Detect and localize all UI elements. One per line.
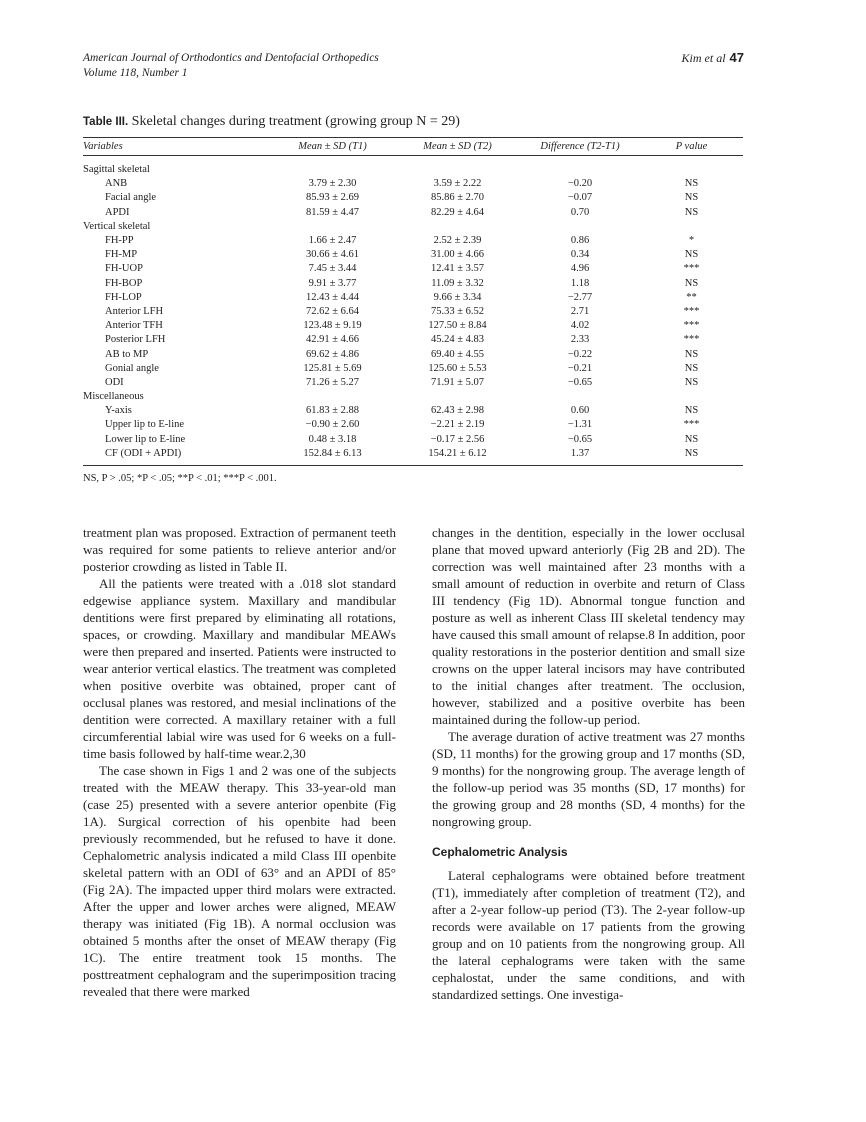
cell-mean-t1: 81.59 ± 4.47	[305, 206, 359, 218]
col-header-t2: Mean ± SD (T2)	[395, 138, 520, 156]
cell-variable: Anterior LFH	[105, 305, 164, 317]
cell-variable: FH-UOP	[105, 263, 143, 275]
cell-mean-t1: 69.62 ± 4.86	[305, 348, 359, 360]
cell-mean-t1: 9.91 ± 3.77	[308, 277, 357, 289]
cell-p-value	[640, 390, 743, 404]
table-row	[83, 333, 743, 347]
cell-mean-t1: 123.48 ± 9.19	[303, 320, 362, 332]
cell-difference: −0.22	[567, 348, 593, 360]
cell-variable: Facial angle	[105, 192, 157, 204]
cell-variable: FH-BOP	[105, 277, 143, 289]
cell-mean-t1	[270, 390, 395, 404]
cell-variable: APDI	[105, 206, 130, 218]
cell-mean-t1: 152.84 ± 6.13	[270, 447, 395, 466]
cell-difference: 4.96	[570, 263, 590, 275]
cell-difference: −0.65	[567, 433, 593, 445]
cell-mean-t2: 75.33 ± 6.52	[430, 305, 484, 317]
cell-variable: Miscellaneous	[83, 391, 144, 403]
table-row	[83, 433, 743, 447]
cell-variable: FH-PP	[105, 235, 134, 247]
cell-mean-t2	[395, 220, 520, 234]
running-head	[682, 50, 744, 66]
table-row	[83, 418, 743, 432]
cell-p-value: NS	[684, 376, 699, 388]
cell-mean-t1	[270, 220, 395, 234]
page-number: 47	[729, 50, 744, 65]
cell-mean-t1: 85.93 ± 2.69	[305, 192, 359, 204]
cell-mean-t2: 85.86 ± 2.70	[430, 192, 484, 204]
cell-difference: 1.37	[520, 447, 640, 466]
cell-mean-t2	[395, 390, 520, 404]
cell-p-value: NS	[684, 192, 699, 204]
table-row	[83, 206, 743, 220]
cell-mean-t2: −2.21 ± 2.19	[430, 419, 485, 431]
journal-volume: Volume 118, Number 1	[83, 67, 188, 79]
table-row	[83, 248, 743, 262]
paragraph: All the patients were treated with a .018 slot standard edgewise appliance system. Maxillary and mandibular dentitions were first prepared by eliminating all rotations, spaces, or crowding. Maxillary and mandibular MEAWs were then prepared and inserted. Patients were instructed to wear anterior vertical elastics. The treatment was completed when positive overbite was obtained, proper cant of occlusal planes was restored, and mesial inclinations of the dentition were corrected. A maxillary retainer with a full circumferential labial wire was used for 6 weeks on a full-time basis followed by half-time wear.2,30	[83, 576, 396, 761]
cell-mean-t1: 3.79 ± 2.30	[308, 178, 357, 190]
cell-p-value: ***	[683, 334, 700, 346]
col-header-difference: Difference (T2-T1)	[520, 138, 640, 156]
cell-variable: Upper lip to E-line	[105, 419, 185, 431]
paragraph: changes in the dentition, especially in the lower occlusal plane that moved upward anteriorly (Fig 2B and 2D). The correction was well maintained after 23 months with a small amount of reduction in overbite and return of Class III tendency (Fig 1D). Abnormal tongue function and posture as well as inherent Class III skeletal tendency may have caused this small amount of relapse.8 In addition, poor quality restorations in the posterior dentition and small size crowns on the upper lateral incisors may have contributed to the initial changes after treatment. The occlusion, however, stabilized and a positive overbite has been maintained during the follow-up period.	[432, 525, 746, 727]
cell-p-value: *	[688, 235, 695, 247]
table-row	[83, 262, 743, 276]
table-row	[83, 277, 743, 291]
cell-difference: 0.60	[570, 405, 590, 417]
cell-variable: CF (ODI + APDI)	[83, 447, 270, 466]
table-row	[83, 447, 743, 466]
table-row	[83, 376, 743, 390]
cell-difference: 4.02	[570, 320, 590, 332]
table-row	[83, 404, 743, 418]
section-heading: Cephalometric Analysis	[432, 845, 568, 859]
col-header-variables: Variables	[83, 138, 270, 156]
cell-p-value: **	[686, 291, 697, 303]
table-row	[83, 319, 743, 333]
cell-p-value: NS	[684, 249, 699, 261]
cell-mean-t2: 62.43 ± 2.98	[430, 405, 484, 417]
body-column-left	[83, 524, 396, 1000]
cell-variable: Posterior LFH	[105, 334, 166, 346]
table-row	[83, 191, 743, 205]
cell-difference: 2.33	[570, 334, 590, 346]
cell-difference	[520, 390, 640, 404]
cell-mean-t1: 0.48 ± 3.18	[308, 433, 357, 445]
cell-mean-t1	[270, 156, 395, 178]
cell-difference: −0.65	[567, 376, 593, 388]
paragraph: The average duration of active treatment was 27 months (SD, 11 months) for the growing group and 17 months (SD, 9 months) for the nongrowing group. The average length of the follow-up period was 35 months (SD, 17 months) for the growing group and 28 months (SD, 4 months) for the nongrowing group.	[432, 729, 745, 829]
cell-mean-t2: 11.09 ± 3.32	[431, 277, 484, 289]
cell-mean-t1: −0.90 ± 2.60	[305, 419, 360, 431]
cell-mean-t1: 72.62 ± 6.64	[305, 305, 359, 317]
cell-p-value: ***	[683, 263, 700, 275]
cell-variable: FH-LOP	[105, 291, 142, 303]
cell-difference: −0.21	[567, 362, 593, 374]
cell-p-value: NS	[684, 206, 699, 218]
cell-difference: 1.18	[570, 277, 590, 289]
table-body	[83, 156, 743, 466]
table-section-row	[83, 156, 743, 178]
cell-mean-t2	[395, 156, 520, 178]
table-row	[83, 234, 743, 248]
table-title: Skeletal changes during treatment (growing group N = 29)	[131, 114, 460, 129]
cell-p-value: NS	[684, 433, 699, 445]
author-running-head: Kim et al	[681, 51, 726, 65]
body-column-right	[432, 524, 745, 1003]
paragraph: The case shown in Figs 1 and 2 was one of the subjects treated with the MEAW therapy. This 33-year-old man (case 25) presented with a severe anterior openbite (Fig 1A). Surgical correction of his openbite had been previously recommended, but he refused to have it done. Cephalometric analysis indicated a mild Class III openbite skeletal pattern with an ODI of 63° and an APDI of 85° (Fig 2A). The impacted upper third molars were extracted. After the upper and lower arches were aligned, MEAW therapy was initiated (Fig 1B). A normal occlusion was obtained 5 months after the onset of MEAW therapy (Fig 1C). The entire treatment took 15 months. The posttreatment cephalogram and the superimposition tracing revealed that there were marked	[83, 763, 396, 999]
paragraph: treatment plan was proposed. Extraction of permanent teeth was required for some patients to relieve anterior and/or posterior crowding as listed in Table II.	[83, 525, 396, 574]
cell-variable: ODI	[105, 376, 124, 388]
cell-mean-t2: 12.41 ± 3.57	[430, 263, 484, 275]
cell-variable: ANB	[105, 178, 128, 190]
cell-p-value: ***	[683, 320, 700, 332]
table-section-row	[83, 390, 743, 404]
cell-variable: Lower lip to E-line	[105, 433, 186, 445]
cell-mean-t1: 7.45 ± 3.44	[308, 263, 357, 275]
cell-difference	[520, 156, 640, 178]
cell-mean-t1: 1.66 ± 2.47	[308, 235, 357, 247]
table-row	[83, 177, 743, 191]
cell-difference: 0.34	[570, 249, 590, 261]
cell-p-value: NS	[684, 178, 699, 190]
cell-variable: Sagittal skeletal	[83, 164, 150, 176]
cell-mean-t2: 31.00 ± 4.66	[430, 249, 484, 261]
cell-mean-t1: 12.43 ± 4.44	[305, 291, 359, 303]
cell-p-value: ***	[683, 419, 700, 431]
cell-p-value	[640, 220, 743, 234]
cell-mean-t1: 42.91 ± 4.66	[305, 334, 359, 346]
cell-mean-t2: 3.59 ± 2.22	[433, 178, 482, 190]
col-header-p-value: P value	[640, 138, 743, 156]
cell-mean-t1: 125.81 ± 5.69	[303, 362, 362, 374]
cell-variable: Anterior TFH	[105, 320, 163, 332]
cell-variable: AB to MP	[105, 348, 149, 360]
cell-difference: −1.31	[567, 419, 593, 431]
cell-mean-t1: 30.66 ± 4.61	[305, 249, 359, 261]
table-caption	[83, 114, 460, 130]
cell-difference: −2.77	[567, 291, 593, 303]
cell-p-value: NS	[684, 405, 699, 417]
cell-p-value: NS	[684, 362, 699, 374]
cell-p-value: ***	[683, 305, 700, 317]
cell-mean-t2: 82.29 ± 4.64	[430, 206, 484, 218]
cell-mean-t1: 71.26 ± 5.27	[305, 376, 359, 388]
cell-mean-t2: 45.24 ± 4.83	[430, 334, 484, 346]
cell-difference: −0.20	[567, 178, 593, 190]
cell-variable: FH-MP	[105, 249, 138, 261]
cell-mean-t2: 125.60 ± 5.53	[428, 362, 487, 374]
cell-mean-t2: 9.66 ± 3.34	[433, 291, 482, 303]
cell-mean-t2: 154.21 ± 6.12	[395, 447, 520, 466]
cell-p-value: NS	[684, 348, 699, 360]
cell-difference: 0.86	[570, 235, 590, 247]
cell-difference: 0.70	[570, 206, 590, 218]
cell-p-value: NS	[684, 277, 699, 289]
cell-mean-t2: −0.17 ± 2.56	[430, 433, 485, 445]
table-row	[83, 305, 743, 319]
cell-p-value: NS	[640, 447, 743, 466]
skeletal-changes-table	[83, 137, 743, 466]
cell-variable: Y-axis	[105, 405, 132, 417]
journal-name: American Journal of Orthodontics and Dentofacial Orthopedics	[83, 52, 379, 64]
journal-header	[83, 51, 379, 81]
table-row	[83, 362, 743, 376]
table-footnote: NS, P > .05; *P < .05; **P < .01; ***P < .001.	[83, 473, 277, 484]
cell-mean-t2: 127.50 ± 8.84	[428, 320, 487, 332]
cell-difference	[520, 220, 640, 234]
cell-difference: −0.07	[567, 192, 593, 204]
table-row	[83, 347, 743, 361]
table-row	[83, 291, 743, 305]
cell-mean-t2: 69.40 ± 4.55	[430, 348, 484, 360]
cell-p-value	[640, 156, 743, 178]
cell-mean-t2: 71.91 ± 5.07	[430, 376, 484, 388]
table-label: Table III.	[83, 116, 129, 128]
table-header-row	[83, 138, 743, 156]
cell-difference: 2.71	[570, 305, 590, 317]
cell-mean-t2: 2.52 ± 2.39	[433, 235, 482, 247]
col-header-t1: Mean ± SD (T1)	[270, 138, 395, 156]
cell-mean-t1: 61.83 ± 2.88	[305, 405, 359, 417]
paragraph: Lateral cephalograms were obtained before treatment (T1), immediately after completion of treatment (T2), and after a 2-year follow-up period (T3). The 2-year follow-up records were available on 17 patients from the growing group and on 10 patients from the nongrowing group. All the lateral cephalograms were taken with the same cephalostat, under the same conditions, and with standardized settings. One investiga-	[432, 868, 745, 1002]
cell-variable: Gonial angle	[105, 362, 159, 374]
table-section-row	[83, 220, 743, 234]
cell-variable: Vertical skeletal	[83, 220, 151, 232]
